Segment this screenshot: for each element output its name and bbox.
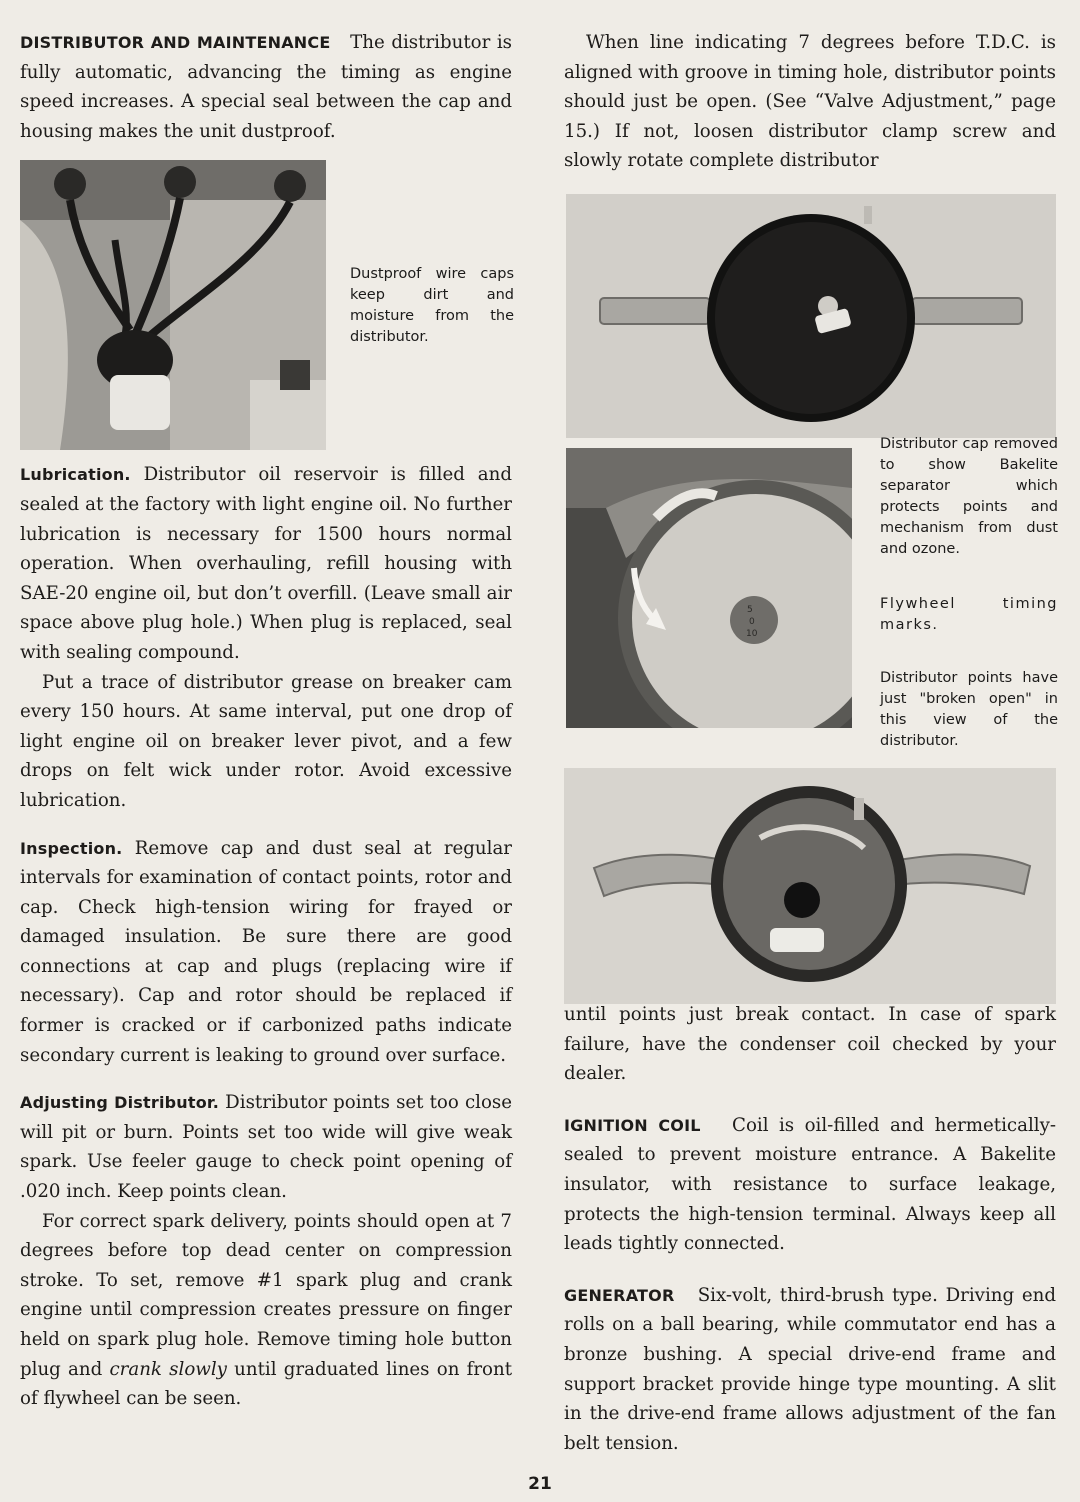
flywheel-caption: Flywheel timing marks. bbox=[880, 596, 1058, 633]
lubrication-paragraph bbox=[20, 460, 512, 667]
lubrication-paragraph-2: Put a trace of distributor grease on breaker cam every 150 hours. At same interval, put one drop of light engine oil on breaker lever pivot, and a few drops on felt wick under rotor. Avoid excessive lubrication. bbox=[20, 671, 512, 811]
distributor-cap-illustration bbox=[566, 194, 1056, 438]
spacer bbox=[564, 1259, 1056, 1281]
adjusting-paragraph bbox=[20, 1088, 512, 1206]
inspection-heading: Inspection. bbox=[20, 838, 123, 858]
generator-paragraph bbox=[564, 1281, 1056, 1459]
left-column bbox=[20, 28, 512, 1414]
generator-heading: GENERATOR bbox=[564, 1285, 675, 1305]
photo1-caption: Dustproof wire caps keep dirt and moisture from the distributor. bbox=[350, 266, 514, 346]
timing-paragraph: When line indicating 7 degrees before T.D.C. is aligned with groove in timing hole, distributor points should just be open. (See “Valve Adjustment,” page 15.) If not, loosen distributor clamp screw and slowly rotate complete distributor bbox=[564, 32, 1056, 172]
ignition-heading: IGNITION COIL bbox=[564, 1115, 701, 1135]
spacer bbox=[20, 1070, 512, 1088]
lubrication-heading: Lubrication. bbox=[20, 465, 131, 485]
ignition-paragraph bbox=[564, 1111, 1056, 1259]
distributor-cap-removed-photo bbox=[566, 194, 1056, 438]
spacer bbox=[564, 1089, 1056, 1111]
adjusting-paragraph-2 bbox=[20, 1207, 512, 1414]
adjusting-text-2a: For correct spark delivery, points should open at 7 degrees before top dead center on compression stroke. To set, remove #1 spark plug and crank engine until compression creates pressure on finger held on spark plug hole. Remove timing hole button plug and bbox=[20, 1210, 512, 1380]
spacer bbox=[20, 816, 512, 834]
distributor-points-photo bbox=[564, 768, 1056, 1004]
cap-removed-caption: Distributor cap removed to show Bakelite separator which protects points and mechanism from dust and ozone. bbox=[880, 436, 1058, 557]
flywheel-mark-5: 5 bbox=[747, 605, 753, 615]
distributor-wire-caps-photo bbox=[20, 160, 326, 450]
lubrication-text-1: Distributor oil reservoir is filled and sealed at the factory with light engine oil. No further lubrication is necessary for 1500 hours normal operation. When overhauling, refill housing with SAE-20 engine oil, but don’t overfill. (Leave small air space above plug hole.) When plug is replaced, seal with sealing compound. bbox=[20, 464, 512, 663]
flywheel-mark-0: 0 bbox=[749, 617, 755, 627]
flywheel-illustration bbox=[566, 448, 852, 728]
inspection-text: Remove cap and dust seal at regular intervals for examination of contact points, rotor and cap. Check high-tension wiring for frayed or damaged insulation. Be sure there are good connections at cap and plugs (replacing wire if necessary). Cap and rotor should be replaced if former is cracked or if carbonized paths indicate secondary current is leaking to ground over surface. bbox=[20, 837, 512, 1066]
photo1-block bbox=[20, 160, 512, 460]
inspection-paragraph bbox=[20, 834, 512, 1071]
continued-paragraph: until points just break contact. In case of spark failure, have the condenser coil checked by your dealer. bbox=[564, 1004, 1056, 1085]
right-column bbox=[564, 28, 1058, 1454]
points-caption: Distributor points have just "broken open" in this view of the distributor. bbox=[880, 670, 1058, 749]
adjusting-text-2-italic: crank slowly bbox=[109, 1358, 227, 1380]
flywheel-timing-photo bbox=[566, 448, 852, 728]
page-number: 21 bbox=[528, 1474, 552, 1494]
ignition-text: Coil is oil-filled and hermetically-sealed to prevent moisture entrance. A Bakelite insulator, with resistance to surface leakage, protects the high-tension terminal. Always keep all leads tightly connected. bbox=[564, 1114, 1057, 1255]
adjusting-heading: Adjusting Distributor. bbox=[20, 1093, 220, 1113]
generator-text: Six-volt, third-brush type. Driving end rolls on a ball bearing, while commutator end has a bronze bushing. A special drive-end frame and support bracket provide hinge type mounting. A slit in the drive-end frame allows adjustment of the fan belt tension. bbox=[564, 1284, 1056, 1454]
distributor-text: The distributor is fully automatic, advancing the timing as engine speed increases. A special seal between the cap and housing makes the unit dustproof. bbox=[20, 32, 512, 142]
distributor-points-illustration bbox=[564, 768, 1056, 1004]
adjusting-text-2b: until graduated lines on front of flywheel can be seen. bbox=[20, 1358, 513, 1410]
distributor-heading: DISTRIBUTOR AND MAINTENANCE bbox=[20, 33, 331, 52]
distributor-paragraph bbox=[20, 28, 512, 146]
right-lower-text bbox=[564, 1000, 1056, 1458]
adjusting-text-1: Distributor points set too close will pit or burn. Points set too wide will give weak spark. Use feeler gauge to check point opening of .020 inch. Keep points clean. bbox=[20, 1092, 512, 1203]
distributor-wire-caps-illustration bbox=[20, 160, 326, 450]
flywheel-mark-10: 10 bbox=[746, 629, 758, 639]
